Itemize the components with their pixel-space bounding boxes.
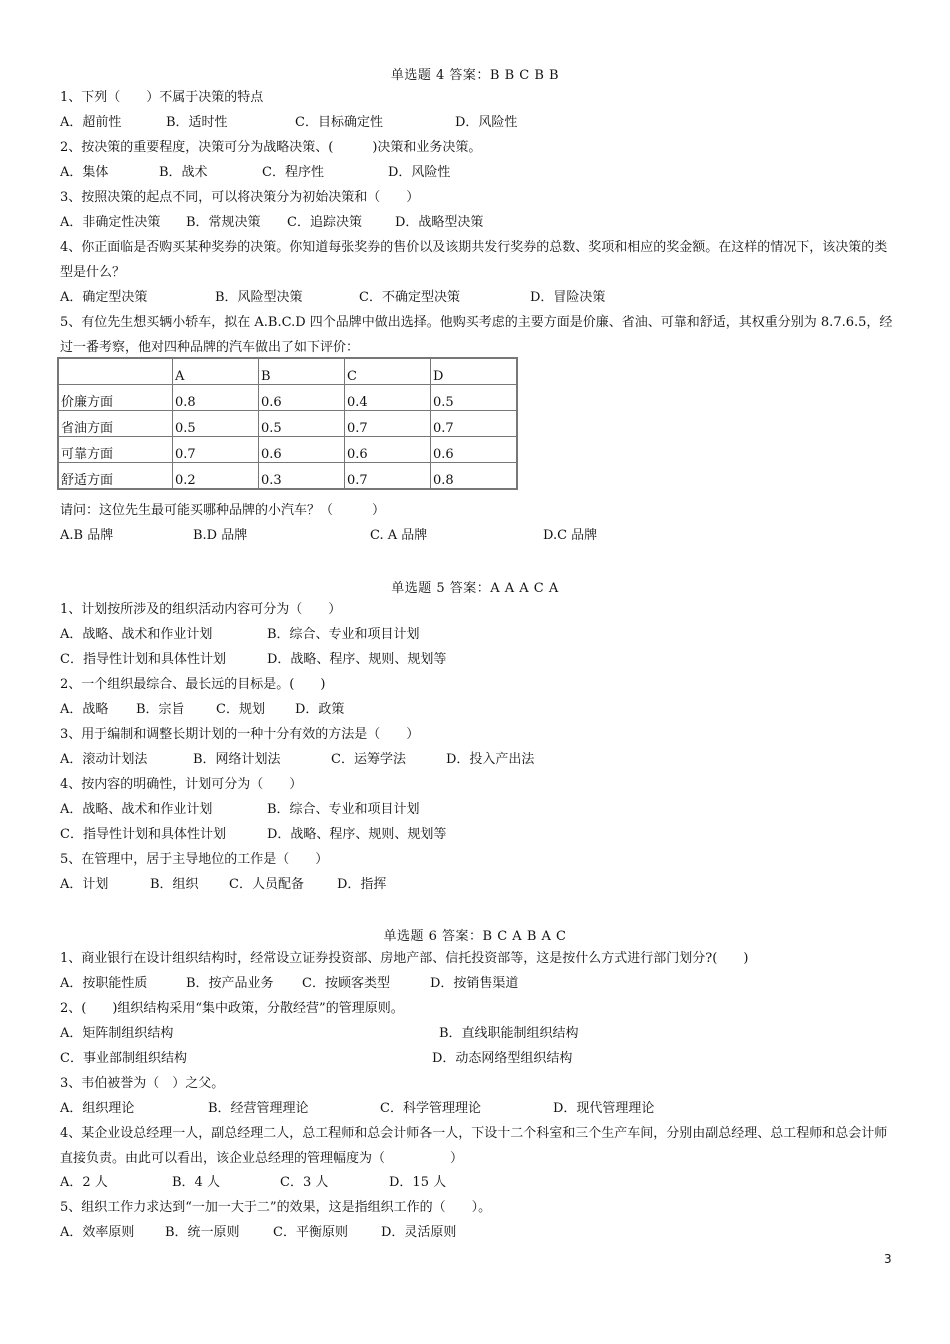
s4-q4-option-c: C．不确定型决策	[359, 290, 460, 305]
s4-q3-option-c: C．追踪决策	[287, 215, 362, 230]
s4-q4-option-b: B．风险型决策	[215, 290, 303, 305]
s6-question-1: 1、商业银行在设计组织结构时，经常设立证券投资部、房地产部、信托投资部等，这是按什么方式进行部门划分?( )	[60, 951, 749, 966]
s6-q5-option-c: C．平衡原则	[273, 1225, 348, 1240]
s5-q4-option-a: A．战略、战术和作业计划	[60, 802, 213, 817]
s5-q3-option-c: C．运筹学法	[331, 752, 406, 767]
table-cell: 价廉方面	[58, 385, 173, 411]
s4-question-1: 1、下列（ ）不属于决策的特点	[60, 90, 264, 105]
s6-question-3: 3、韦伯被誉为（ ）之父。	[60, 1076, 225, 1091]
s6-q1-option-c: C．按顾客类型	[302, 976, 390, 991]
s4-question-2: 2、按决策的重要程度，决策可分为战略决策、( )决策和业务决策。	[60, 140, 482, 155]
page-number: 3	[884, 1252, 892, 1266]
s5-question-5: 5、在管理中，居于主导地位的工作是（ ）	[60, 852, 329, 867]
table-cell: 0.6	[431, 437, 518, 463]
table-cell: 0.6	[259, 385, 345, 411]
s5-q1-option-b: B．综合、专业和项目计划	[267, 627, 420, 642]
s4-q5-option-b: B.D 品牌	[193, 528, 248, 543]
s6-q5-option-b: B．统一原则	[165, 1225, 240, 1240]
s5-q3-option-d: D．投入产出法	[446, 752, 535, 767]
s6-q1-option-a: A．按职能性质	[60, 976, 148, 991]
s6-question-4: 4、某企业设总经理一人，副总经理二人，总工程师和总会计师各一人，下设十二个科室和三个生产车间，分别由副总经理、总工程师和总会计师直接负责。由此可以看出，该企业总经理的管理幅度为（ ）	[60, 1126, 888, 1166]
s5-question-3: 3、用于编制和调整长期计划的一种十分有效的方法是（ ）	[60, 727, 420, 742]
s5-q4-option-b: B．综合、专业和项目计划	[267, 802, 420, 817]
table-cell: 0.7	[345, 411, 431, 437]
s4-q2-option-d: D．风险性	[388, 165, 451, 180]
s6-q5-option-a: A．效率原则	[60, 1225, 135, 1240]
s4-question-5-ask: 请问：这位先生最可能买哪种品牌的小汽车？（ ）	[60, 503, 386, 518]
table-cell: 0.8	[431, 463, 518, 490]
table-row	[58, 463, 517, 490]
s4-q1-option-c: C．目标确定性	[295, 115, 383, 130]
table-cell: 0.7	[345, 463, 431, 490]
table-cell: 0.3	[259, 463, 345, 490]
s5-q2-option-c: C．规划	[216, 702, 265, 717]
section-5-title: 单选题 5 答案：A A A C A	[391, 581, 559, 596]
table-row	[58, 385, 517, 411]
s4-q2-option-b: B．战术	[159, 165, 208, 180]
s4-q5-option-c: C. A 品牌	[370, 528, 428, 543]
table-header-cell: D	[431, 358, 518, 385]
s6-q2-option-d: D．动态网络型组织结构	[432, 1051, 573, 1066]
table-cell: 0.7	[173, 437, 259, 463]
s4-q4-option-d: D．冒险决策	[530, 290, 606, 305]
s6-question-5: 5、组织工作力求达到“一加一大于二”的效果，这是指组织工作的（ ）。	[60, 1200, 492, 1215]
s6-q5-option-d: D．灵活原则	[381, 1225, 457, 1240]
s4-question-3: 3、按照决策的起点不同，可以将决策分为初始决策和（ ）	[60, 190, 420, 205]
table-header-row	[58, 358, 517, 385]
s5-q2-option-a: A．战略	[60, 702, 109, 717]
s4-q2-option-c: C．程序性	[262, 165, 324, 180]
s5-q3-option-b: B．网络计划法	[193, 752, 281, 767]
table-cell: 0.5	[173, 411, 259, 437]
s4-q3-option-a: A．非确定性决策	[60, 215, 161, 230]
s5-q5-option-b: B．组织	[150, 877, 199, 892]
s4-question-5: 5、有位先生想买辆小轿车，拟在 A.B.C.D 四个品牌中做出选择。他购买考虑的主要方面是价廉、省油、可靠和舒适，其权重分别为 8.7.6.5，经过一番考察，他对四种品牌的汽车做出了如下评价：	[60, 315, 893, 355]
s6-q3-option-d: D．现代管理理论	[553, 1101, 655, 1116]
s6-q1-option-d: D．按销售渠道	[430, 976, 519, 991]
table-cell: 0.4	[345, 385, 431, 411]
table-header-cell: C	[345, 358, 431, 385]
s6-q3-option-c: C．科学管理理论	[380, 1101, 481, 1116]
s5-q5-option-a: A．计划	[60, 877, 109, 892]
s6-q1-option-b: B．按产品业务	[186, 976, 274, 991]
s5-q4-option-d: D．战略、程序、规则、规划等	[267, 827, 447, 842]
table-header-cell	[58, 358, 173, 385]
s5-question-1: 1、计划按所涉及的组织活动内容可分为（ ）	[60, 602, 342, 617]
table-cell: 可靠方面	[58, 437, 173, 463]
s6-question-2: 2、( )组织结构采用“集中政策，分散经营”的管理原则。	[60, 1001, 404, 1016]
table-row	[58, 437, 517, 463]
s5-question-2: 2、一个组织最综合、最长远的目标是。( )	[60, 677, 326, 692]
table-cell: 舒适方面	[58, 463, 173, 490]
s6-q3-option-a: A．组织理论	[60, 1101, 135, 1116]
s6-q3-option-b: B．经营管理理论	[208, 1101, 309, 1116]
s6-q4-option-d: D．15 人	[389, 1175, 447, 1190]
s4-q4-option-a: A．确定型决策	[60, 290, 148, 305]
table-header-cell: A	[173, 358, 259, 385]
table-cell: 0.2	[173, 463, 259, 490]
s5-q1-option-d: D．战略、程序、规则、规划等	[267, 652, 447, 667]
s4-q5-option-a: A.B 品牌	[60, 528, 114, 543]
s5-q2-option-d: D．政策	[295, 702, 345, 717]
s5-q5-option-d: D．指挥	[337, 877, 387, 892]
s4-q3-option-d: D．战略型决策	[395, 215, 484, 230]
table-cell: 0.8	[173, 385, 259, 411]
table-row	[58, 411, 517, 437]
s6-q4-option-c: C．3 人	[280, 1175, 329, 1190]
section-6-title: 单选题 6 答案：B C A B A C	[383, 929, 567, 944]
s6-q2-option-a: A．矩阵制组织结构	[60, 1026, 174, 1041]
table-cell: 0.6	[259, 437, 345, 463]
table-cell: 省油方面	[58, 411, 173, 437]
s6-q2-option-b: B．直线职能制组织结构	[439, 1026, 579, 1041]
s4-q1-option-b: B．适时性	[166, 115, 228, 130]
s6-q2-option-c: C．事业部制组织结构	[60, 1051, 187, 1066]
s6-q4-option-a: A．2 人	[60, 1175, 108, 1190]
s5-question-4: 4、按内容的明确性，计划可分为（ ）	[60, 777, 303, 792]
table-cell: 0.5	[431, 385, 518, 411]
s4-q1-option-d: D．风险性	[455, 115, 518, 130]
s5-q2-option-b: B．宗旨	[136, 702, 185, 717]
s4-q1-option-a: A．超前性	[60, 115, 122, 130]
s5-q1-option-a: A．战略、战术和作业计划	[60, 627, 213, 642]
s6-q4-option-b: B．4 人	[172, 1175, 220, 1190]
s4-q3-option-b: B．常规决策	[186, 215, 261, 230]
s5-q4-option-c: C．指导性计划和具体性计划	[60, 827, 226, 842]
s5-q3-option-a: A．滚动计划法	[60, 752, 148, 767]
s4-q2-option-a: A．集体	[60, 165, 109, 180]
table-header-cell: B	[259, 358, 345, 385]
s4-q5-option-d: D.C 品牌	[543, 528, 598, 543]
table-cell: 0.6	[345, 437, 431, 463]
table-cell: 0.5	[259, 411, 345, 437]
s4-question-4: 4、你正面临是否购买某种奖券的决策。你知道每张奖券的售价以及该期共发行奖券的总数、奖项和相应的奖金额。在这样的情况下，该决策的类型是什么？	[60, 240, 888, 280]
brand-evaluation-table	[57, 357, 518, 490]
s5-q1-option-c: C．指导性计划和具体性计划	[60, 652, 226, 667]
s5-q5-option-c: C．人员配备	[229, 877, 304, 892]
section-4-title: 单选题 4 答案：B B C B B	[390, 68, 560, 83]
table-cell: 0.7	[431, 411, 518, 437]
